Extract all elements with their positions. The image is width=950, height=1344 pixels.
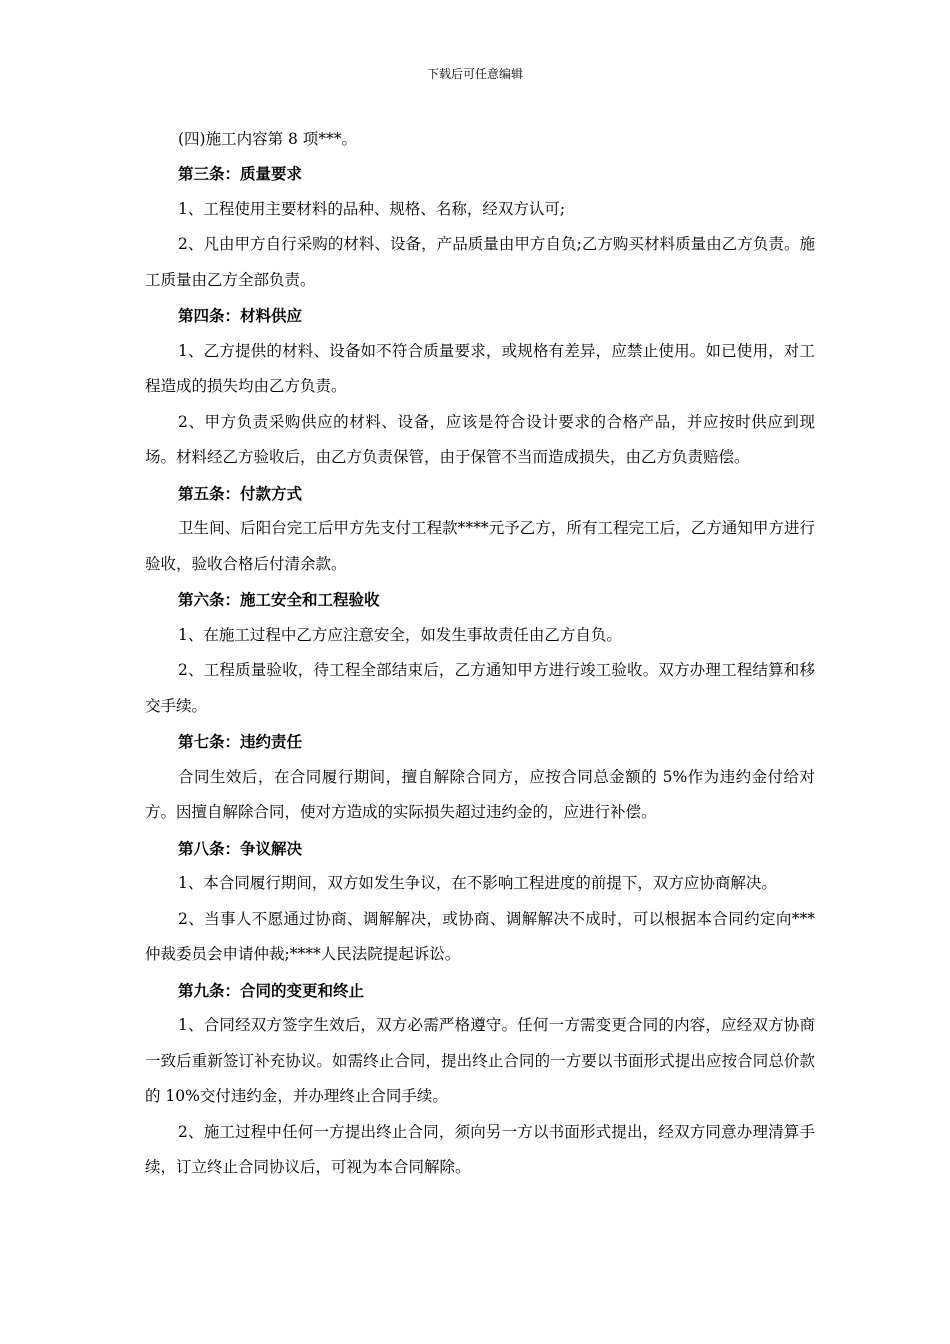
paragraph: 2、凡由甲方自行采购的材料、设备，产品质量由甲方自负;乙方购买材料质量由乙方负责。施工质量由乙方全部负责。 [145,235,815,289]
paragraph: 1、本合同履行期间，双方如发生争议，在不影响工程进度的前提下，双方应协商解决。 [178,874,777,892]
section-heading: 第八条：争议解决 [178,838,303,858]
section-heading: 第六条：施工安全和工程验收 [178,590,380,609]
paragraph: 2、施工过程中任何一方提出终止合同，须向另一方以书面形式提出，经双方同意办理清算手续，订立终止合同协议后，可视为本合同解除。 [145,1122,815,1176]
document-body [145,122,815,1186]
paragraph: 1、在施工过程中乙方应注意安全，如发生事故责任由乙方自负。 [178,625,622,644]
section-heading: 第七条：违约责任 [178,732,303,751]
paragraph: 合同生效后，在合同履行期间，擅自解除合同方，应按合同总金额的 5%作为违约金付给对方。因擅自解除合同，使对方造成的实际损失超过违约金的，应进行补偿。 [145,767,815,821]
paragraph: 1、乙方提供的材料、设备如不符合质量要求，或规格有差异，应禁止使用。如已使用，对工程造成的损失均由乙方负责。 [145,341,815,395]
section-heading: 第三条：质量要求 [178,164,303,183]
paragraph: 2、工程质量验收，待工程全部结束后，乙方通知甲方进行竣工验收。双方办理工程结算和移交手续。 [145,661,815,715]
paragraph: (四)施工内容第 8 项***。 [178,130,358,148]
paragraph: 1、合同经双方签字生效后，双方必需严格遵守。任何一方需变更合同的内容，应经双方协商一致后重新签订补充协议。如需终止合同，提出终止合同的一方要以书面形式提出应按合同总价款的 10%交付违约金，并办理终止合同手续。 [145,1016,815,1105]
paragraph: 卫生间、后阳台完工后甲方先支付工程款****元予乙方，所有工程完工后，乙方通知甲方进行验收，验收合格后付清余款。 [145,519,815,573]
paragraph: 2、甲方负责采购供应的材料、设备，应该是符合设计要求的合格产品，并应按时供应到现场。材料经乙方验收后，由乙方负责保管，由于保管不当而造成损失，由乙方负责赔偿。 [145,412,815,466]
section-heading: 第五条：付款方式 [178,483,303,503]
paragraph: 2、当事人不愿通过协商、调解解决，或协商、调解解决不成时，可以根据本合同约定向***仲裁委员会申请仲裁;****人民法院提起诉讼。 [145,909,815,963]
paragraph: 1、工程使用主要材料的品种、规格、名称，经双方认可; [178,199,566,218]
section-heading: 第九条：合同的变更和终止 [178,980,365,1000]
section-heading: 第四条：材料供应 [178,306,303,325]
page-header: 下载后可任意编辑 [426,67,523,81]
